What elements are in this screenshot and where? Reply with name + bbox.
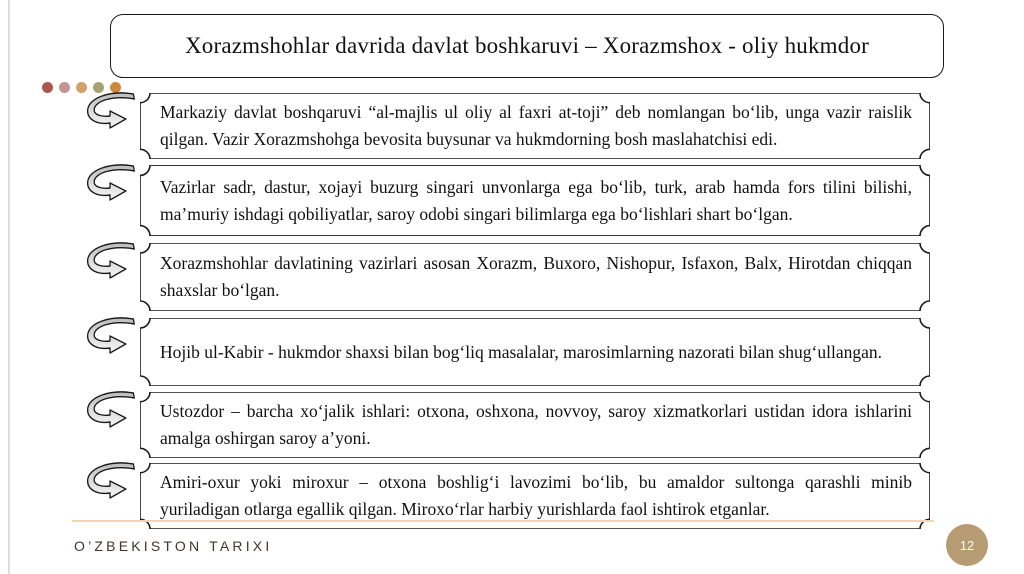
curved-arrow-icon [82,161,138,203]
content-box-5 [140,392,930,458]
curved-arrow-icon [82,388,138,430]
footer-course-title: O’ZBEKISTON TARIXI [74,538,273,554]
slide-title: Xorazmshohlar davrida davlat boshkaruvi – Xorazmshox - oliy hukmdor [184,33,870,58]
page-number-badge [946,524,988,566]
box-text: Ustozdor – barcha xo‘jalik ishlari: otxona, oshxona, novvoy, saroy xizmatkorlari ustidan idora ishlarini amalga oshirgan saroy a’yoni. [160,401,912,448]
curved-arrow-icon [82,239,138,281]
slide-edge-divider [8,0,10,574]
slide-title-box [110,14,944,78]
content-box-1 [140,93,930,159]
content-box-6 [140,463,930,529]
box-text: Xorazmshohlar davlatining vazirlari asosan Xorazm, Buxoro, Nishopur, Isfaxon, Balx, Hirotdan chiqqan shaxslar bo‘lgan. [160,253,912,300]
curved-arrow-icon [82,459,138,501]
dot-icon [42,82,53,93]
curved-arrow-icon [82,89,138,131]
box-text: Amiri-oxur yoki miroxur – otxona boshlig‘i lavozimi bo‘lib, bu amaldor sultonga qarashli minib yuriladigan otlarga egallik qilgan. Miroxo‘rlar harbiy yurishlarda faol ishtirok etganlar. [160,472,912,519]
content-box-2 [140,165,930,236]
box-text: Markaziy davlat boshqaruvi “al-majlis ul oliy al faxri at-toji” deb nomlangan bo‘lib, unga vazir raislik qilgan. Vazir Xorazmshohga bevosita buysunar va hukmdorning bosh maslahatchisi edi. [160,102,912,149]
content-box-3 [140,243,930,311]
box-text: Vazirlar sadr, dastur, xojayi buzurg singari unvonlarga ega bo‘lib, turk, arab hamda fors tilini bilishi, ma’muriy ishdagi qobiliyatlar, saroy odobi singari bilimlarga ega bo‘lishlari shart bo‘lgan. [160,176,912,224]
curved-arrow-icon [82,314,138,356]
content-box-4 [140,318,930,386]
box-text: Hojib ul-Kabir - hukmdor shaxsi bilan bog‘liq masalalar, marosimlarning nazorati bilan shug‘ullangan. [160,341,882,362]
page-number: 12 [959,537,975,553]
dot-icon [59,82,70,93]
